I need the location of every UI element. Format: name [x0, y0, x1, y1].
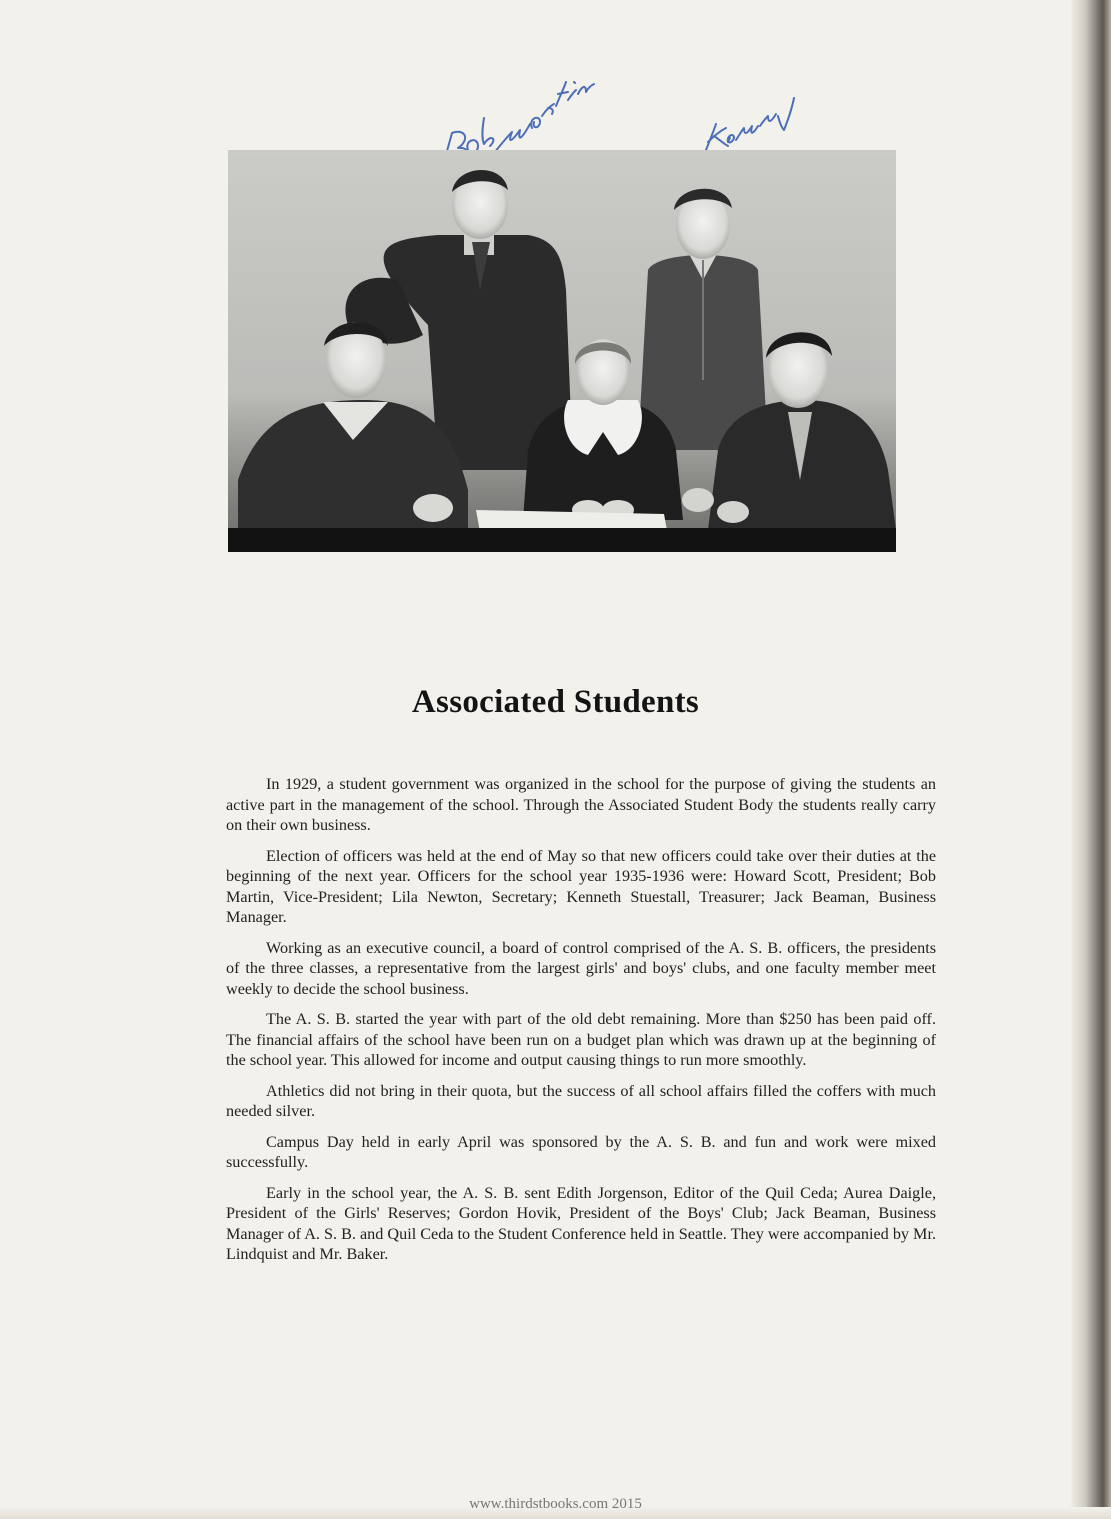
paragraph: Election of officers was held at the end of May so that new officers could take over their duties at the beginning of the next year. Officers for the school year 1935-1936 were: Howard Scott, President; Bob Martin, Vice-President; Lila Newton, Secretary; Kenneth Stuestall, Treasurer; Jack Beaman, Business Manager.: [226, 846, 936, 926]
group-photo: [228, 150, 896, 552]
page-title: Associated Students: [411, 684, 700, 721]
paragraph: Athletics did not bring in their quota, but the success of all school affairs filled the coffers with much needed silver.: [226, 1081, 936, 1120]
paragraph: In 1929, a student government was organized in the school for the purpose of giving the students an active part in the management of the school. Through the Associated Student Body the students really carry on their own business.: [226, 775, 936, 834]
paragraph: Early in the school year, the A. S. B. sent Edith Jorgenson, Editor of the Quil Ceda; Aurea Daigle, President of the Girls' Reserves; Gordon Hovik, President of the Boys' Club; Jack Beaman, Business Manager of A. S. B. and Quil Ceda to the Student Conference held in Seattle. They were accompanied by Mr. Lindquist and Mr. Baker.: [226, 1183, 936, 1263]
watermark-footer: www.thirdstbooks.com 2015: [469, 1496, 642, 1512]
paragraph: Campus Day held in early April was sponsored by the A. S. B. and fun and work were mixed successfully.: [226, 1132, 936, 1171]
article-body: [226, 774, 936, 1275]
paragraph: Working as an executive council, a board of control comprised of the A. S. B. officers, the presidents of the three classes, a representative from the largest girls' and boys' clubs, and one faculty member meet weekly to decide the school business.: [226, 938, 936, 998]
page-gutter-shadow: [1071, 0, 1111, 1519]
paragraph: The A. S. B. started the year with part of the old debt remaining. More than $250 has been paid off. The financial affairs of the school have been run on a budget plan which was drawn up at the beginning of the school year. This allowed for income and output causing things to run more smoothly.: [226, 1010, 936, 1069]
